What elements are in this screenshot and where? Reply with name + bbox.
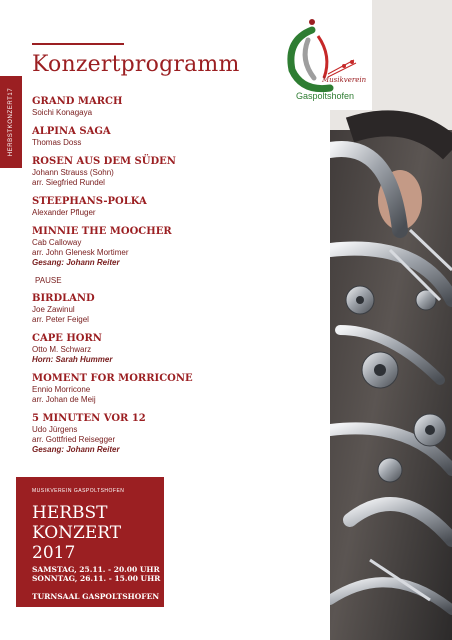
piece-credit: Otto M. Schwarz bbox=[32, 345, 92, 354]
piece-title: MOMENT FOR MORRICONE bbox=[32, 373, 193, 384]
program-item bbox=[32, 333, 272, 365]
program-item bbox=[32, 373, 272, 405]
title-rule bbox=[32, 43, 124, 45]
concert-info-box bbox=[16, 477, 164, 607]
piece-credit: Joe Zawinul bbox=[32, 305, 75, 314]
piece-credit: Alexander Pfluger bbox=[32, 208, 96, 217]
page-title: Konzertprogramm bbox=[32, 52, 240, 77]
piece-credit: Udo Jürgens bbox=[32, 425, 78, 434]
concert-heading bbox=[32, 503, 121, 563]
piece-credit: arr. Peter Feigel bbox=[32, 315, 89, 324]
program-item bbox=[32, 293, 272, 325]
piece-title: STEEPHANS-POLKA bbox=[32, 196, 147, 207]
association-label: MUSIKVEREIN GASPOLTSHOFEN bbox=[32, 488, 125, 494]
piece-credit: Cab Calloway bbox=[32, 238, 82, 247]
piece-title: CAPE HORN bbox=[32, 333, 102, 344]
concert-venue: TURNSAAL GASPOLTSHOFEN bbox=[32, 592, 160, 601]
program-list bbox=[32, 96, 272, 463]
musikverein-logo-icon bbox=[278, 0, 372, 110]
piece-credit: arr. Siegfried Rundel bbox=[32, 178, 105, 187]
piece-credit: Thomas Doss bbox=[32, 138, 82, 147]
program-item bbox=[32, 96, 272, 118]
concert-date-2: SONNTAG, 26.11. - 15.00 UHR bbox=[32, 574, 161, 583]
concert-heading-line3: 2017 bbox=[32, 543, 76, 563]
pause-label: PAUSE bbox=[35, 276, 62, 285]
program-item bbox=[32, 226, 272, 268]
piece-credit: arr. Johan de Meij bbox=[32, 395, 96, 404]
program-item bbox=[32, 126, 272, 148]
piece-performer: Horn: Sarah Hummer bbox=[32, 355, 113, 364]
piece-credit: arr. Gottfried Reisegger bbox=[32, 435, 116, 444]
concert-heading-line1: HERBST bbox=[32, 503, 108, 523]
side-tab bbox=[0, 76, 22, 168]
piece-title: BIRDLAND bbox=[32, 293, 95, 304]
piece-performer: Gesang: Johann Reiter bbox=[32, 258, 120, 267]
piece-credit: arr. John Glenesk Mortimer bbox=[32, 248, 129, 257]
piece-title: ROSEN AUS DEM SÜDEN bbox=[32, 156, 176, 167]
piece-title: GRAND MARCH bbox=[32, 96, 123, 107]
piece-title: ALPINA SAGA bbox=[32, 126, 111, 137]
program-item bbox=[32, 413, 272, 455]
program-item bbox=[32, 156, 272, 188]
logo-name: Gaspoltshofen bbox=[296, 91, 355, 101]
piece-credit: Johann Strauss (Sohn) bbox=[32, 168, 114, 177]
musikverein-logo bbox=[278, 0, 372, 110]
side-tab-label: HERBSTKONZERT17 bbox=[8, 87, 14, 157]
piece-credit: Ennio Morricone bbox=[32, 385, 91, 394]
piece-performer: Gesang: Johann Reiter bbox=[32, 445, 120, 454]
piece-title: 5 MINUTEN VOR 12 bbox=[32, 413, 146, 424]
concert-date-1: SAMSTAG, 25.11. - 20.00 UHR bbox=[32, 565, 160, 574]
concert-dates bbox=[32, 565, 160, 583]
program-item bbox=[32, 196, 272, 218]
piece-title: MINNIE THE MOOCHER bbox=[32, 226, 172, 237]
concert-heading-line2: KONZERT bbox=[32, 523, 122, 543]
piece-credit: Soichi Konagaya bbox=[32, 108, 93, 117]
logo-script: Musikverein bbox=[322, 76, 367, 84]
